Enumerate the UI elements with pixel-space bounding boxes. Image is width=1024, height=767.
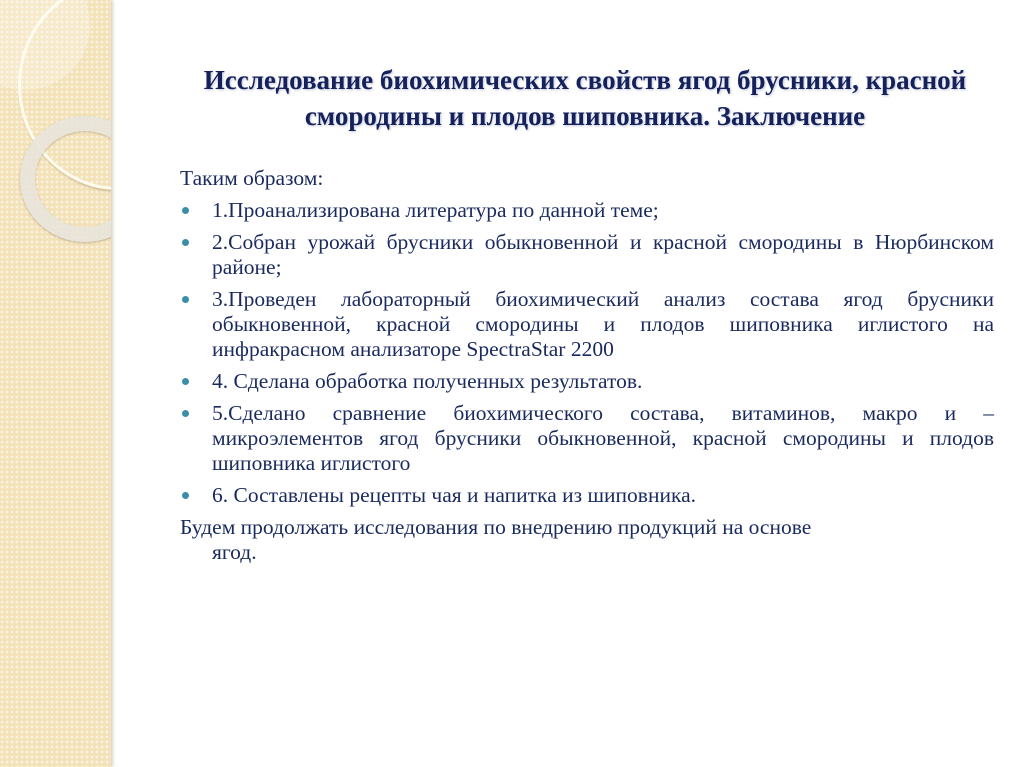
list-item-text: 2.Собран урожай брусники обыкновенной и красной смородины в Нюрбинском районе; [212, 230, 994, 279]
list-item-text: 4. Сделана обработка полученных результатов. [212, 369, 643, 393]
bullet-dot-icon [182, 239, 189, 246]
intro-text: Таким образом: [180, 166, 324, 190]
slide-body [180, 166, 994, 565]
list-item [180, 230, 994, 280]
closing-line-2: ягод. [212, 540, 257, 564]
list-item-text: 6. Составлены рецепты чая и напитка из шиповника. [212, 483, 697, 507]
closing-text [180, 515, 994, 565]
list-item [180, 198, 994, 223]
decorative-side-panel [0, 0, 111, 767]
bullet-dot-icon [182, 492, 189, 499]
list-item [180, 287, 994, 362]
conclusion-list [180, 198, 994, 508]
list-item-text: 5.Сделано сравнение биохимического состава, витаминов, макро и – микроэлементов ягод брусники обыкновенной, красной смородины и плодов шиповника иглистого [212, 401, 994, 475]
list-item [180, 401, 994, 476]
list-item-text: 1.Проанализирована литература по данной теме; [212, 198, 659, 222]
bullet-dot-icon [182, 296, 189, 303]
list-item [180, 483, 994, 508]
slide-title: Исследование биохимических свойств ягод брусники, красной смородины и плодов шиповника. Заключение [203, 65, 967, 131]
list-item-text: 3.Проведен лабораторный биохимический анализ состава ягод брусники обыкновенной, красной смородины и плодов шиповника иглистого на инфракрасном анализаторе SpectraStar 2200 [212, 287, 994, 361]
closing-line-1: Будем продолжать исследования по внедрению продукций на основе [180, 515, 812, 539]
bullet-dot-icon [182, 410, 189, 417]
bullet-dot-icon [182, 207, 189, 214]
list-item [180, 369, 994, 394]
bullet-dot-icon [182, 378, 189, 385]
